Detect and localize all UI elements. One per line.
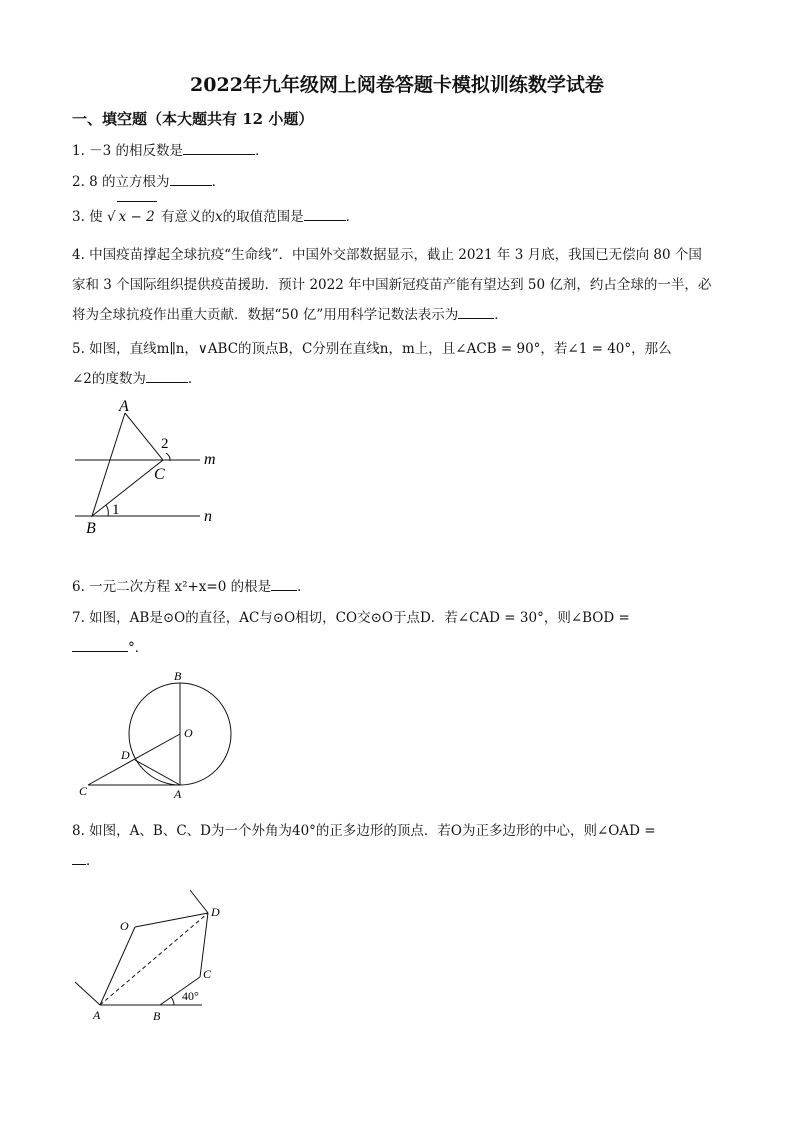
q3-text-2: 有意义的 xyxy=(160,209,215,225)
segment-ao xyxy=(100,927,135,1005)
q6-text: 6. 一元二次方程 x²+x=0 的根是 xyxy=(72,579,272,595)
q8-end: ． xyxy=(86,853,100,869)
q8-line-2 xyxy=(72,846,722,876)
answer-blank[interactable] xyxy=(304,206,346,221)
answer-blank[interactable] xyxy=(170,171,212,186)
page-title: 2022年九年级网上阅卷答题卡模拟训练数学试卷 xyxy=(190,74,604,96)
q2-text: 2. 8 的立方根为 xyxy=(72,174,170,190)
question-7 xyxy=(72,603,722,663)
segment-od xyxy=(135,913,208,927)
triangle-abc xyxy=(92,413,163,516)
question-1 xyxy=(72,136,722,166)
answer-blank[interactable] xyxy=(146,368,188,383)
variable-x: x xyxy=(214,209,223,225)
answer-blank[interactable] xyxy=(72,637,128,652)
figure-5 xyxy=(70,395,230,540)
label-angle-40: 40° xyxy=(182,989,199,1003)
segment-ad xyxy=(135,760,180,785)
label-a: A xyxy=(93,1008,101,1022)
question-2 xyxy=(72,167,722,197)
q1-end: ． xyxy=(255,143,269,159)
q5-line-2-text: ∠2的度数为 xyxy=(72,371,146,387)
q3-end: ． xyxy=(345,209,360,225)
q4-line-1: 4. 中国疫苗撑起全球抗疫“生命线”．中国外交部数据显示，截止 2021 年 3 月底，我国已无偿向 80 个国 xyxy=(72,247,702,263)
sqrt-sign: √ xyxy=(106,209,116,225)
section-heading: 一、填空题（本大题共有 12 小题） xyxy=(72,110,314,128)
label-a: A xyxy=(119,398,129,415)
label-c: C xyxy=(203,967,212,981)
label-c: C xyxy=(79,784,88,798)
question-3 xyxy=(72,201,722,232)
label-b: B xyxy=(153,1009,161,1023)
sqrt-expression: x − 2 xyxy=(117,201,157,232)
question-8 xyxy=(72,816,722,876)
question-6 xyxy=(72,572,722,602)
label-m: m xyxy=(204,451,216,468)
label-o: O xyxy=(120,919,129,933)
q1-text: 1. －3 的相反数是 xyxy=(72,143,184,159)
q4-line-2: 家和 3 个国际组织提供疫苗援助．预计 2022 年中国新冠疫苗产能有望达到 50 亿剂，约占全球的一半，必 xyxy=(72,277,712,293)
label-b: B xyxy=(174,669,182,683)
q8-line-1: 8. 如图，A、B、C、D为一个外角为40°的正多边形的顶点．若O为正多边形的中心，则∠OAD = xyxy=(72,823,656,839)
angle-arc xyxy=(171,997,174,1005)
figure-7 xyxy=(75,668,245,803)
answer-blank[interactable] xyxy=(458,304,494,319)
q7-line-2 xyxy=(72,633,722,663)
label-d: D xyxy=(211,905,220,919)
q5-end: ． xyxy=(187,371,202,387)
q4-line-3 xyxy=(72,300,722,330)
label-d: D xyxy=(121,748,130,762)
label-angle-1: 1 xyxy=(112,502,120,518)
label-c: C xyxy=(154,466,165,483)
q3-text: 3. 使 xyxy=(72,209,103,225)
label-a: A xyxy=(174,787,182,801)
q4-line-3-text: 将为全球抗疫作出重大贡献．数据“50 亿”用用科学记数法表示为 xyxy=(72,307,459,323)
answer-blank[interactable] xyxy=(271,576,297,591)
q7-end: °． xyxy=(128,640,149,656)
answer-blank[interactable] xyxy=(183,140,255,155)
q7-line-1: 7. 如图，AB是⊙O的直径，AC与⊙O相切，CO交⊙O于点D．若∠CAD = 30°，则∠BOD = xyxy=(72,610,630,626)
angle-1-arc xyxy=(106,505,108,516)
q4-end: ． xyxy=(494,307,508,323)
q5-line-1: 5. 如图，直线m∥n，∨ABC的顶点B，C分别在直线n，m上，且∠ACB = 90°，若∠1 = 40°，那么 xyxy=(72,341,672,357)
answer-blank[interactable] xyxy=(72,850,86,865)
question-4 xyxy=(72,240,722,330)
q2-end: ． xyxy=(211,174,226,190)
polygon-side-top xyxy=(190,890,208,913)
label-n: n xyxy=(204,508,212,525)
q6-end: ． xyxy=(297,579,311,595)
label-o: O xyxy=(184,726,193,740)
figure-8 xyxy=(70,885,230,1025)
label-b: B xyxy=(86,520,96,537)
q3-text-3: 的取值范围是 xyxy=(222,209,304,225)
question-5 xyxy=(72,334,722,394)
label-angle-2: 2 xyxy=(161,436,169,452)
polygon-side-left xyxy=(75,982,100,1005)
q5-line-2 xyxy=(72,364,722,394)
